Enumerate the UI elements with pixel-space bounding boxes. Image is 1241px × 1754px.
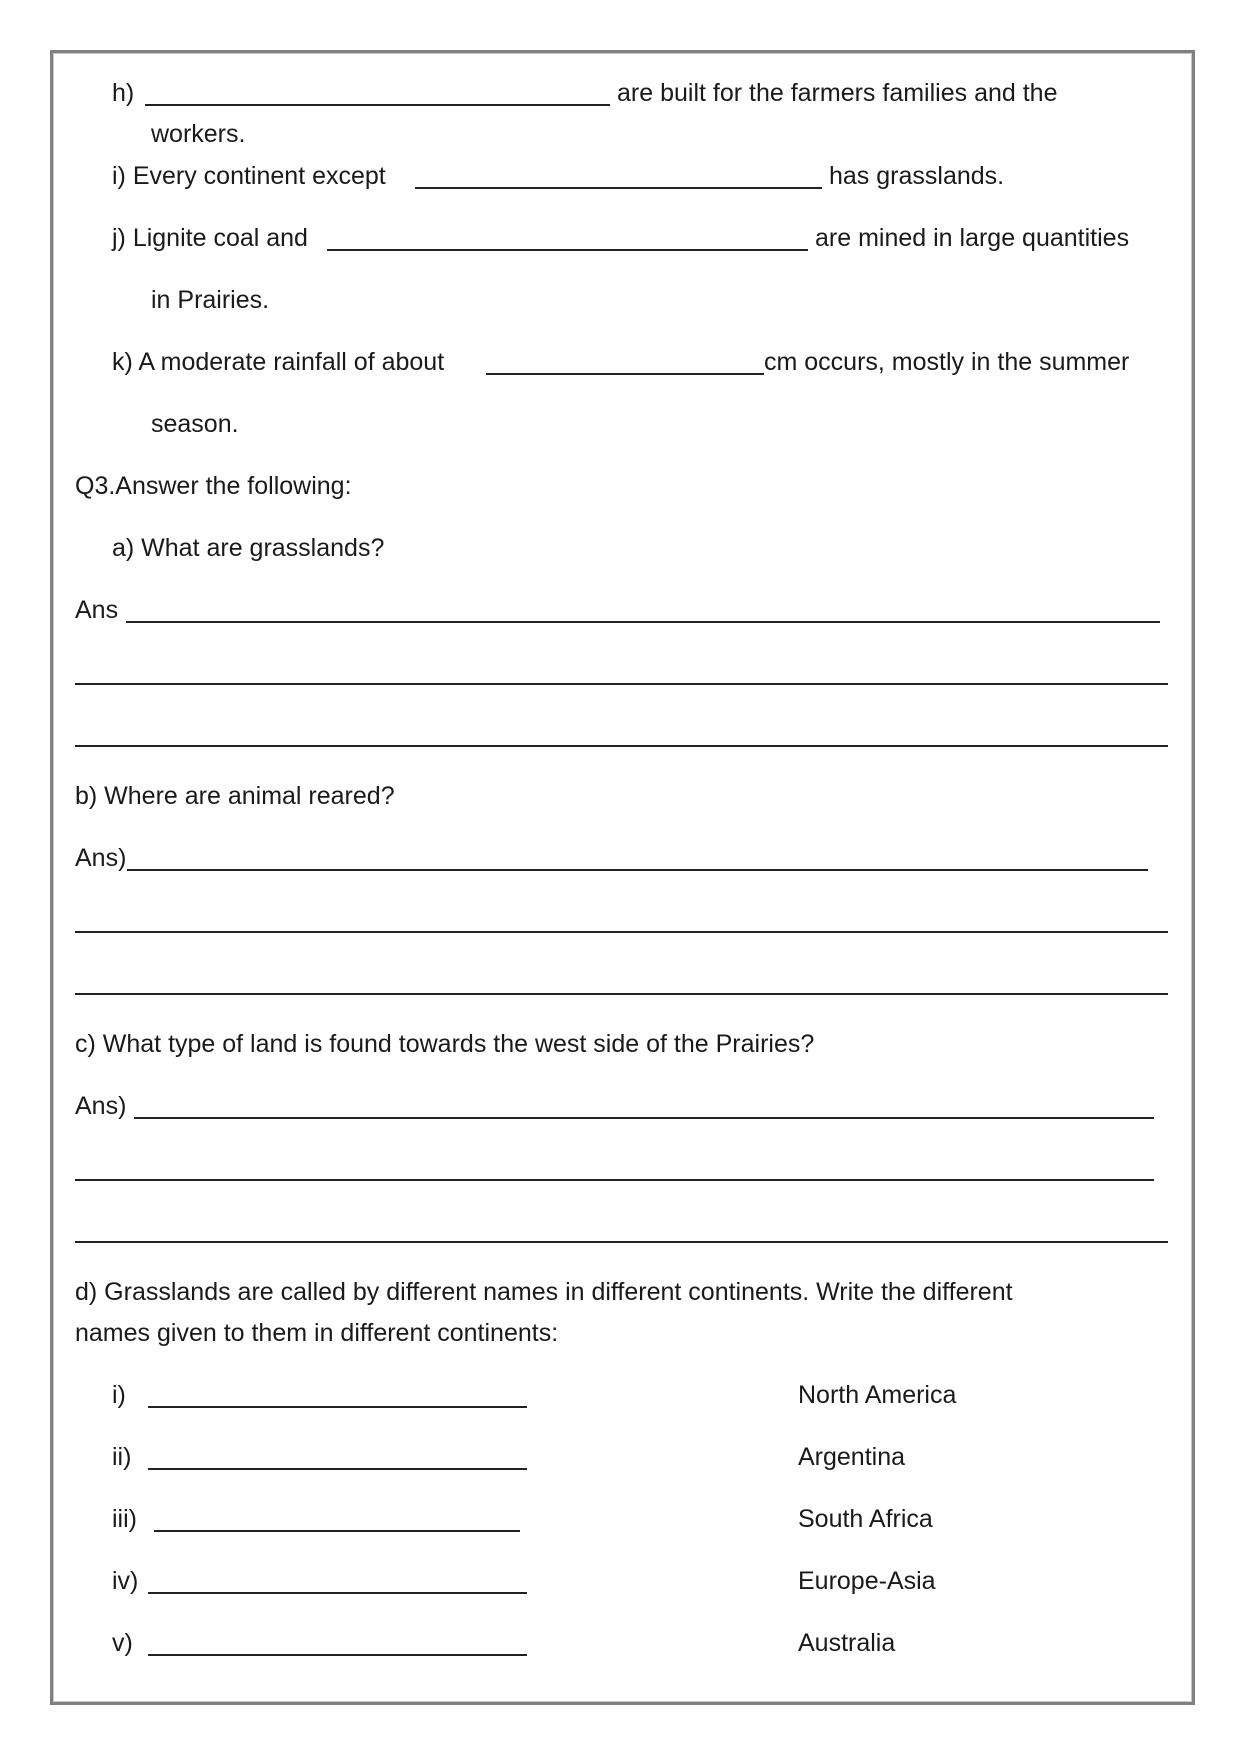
- q2-h-label: h): [112, 79, 135, 107]
- q2-k-blank[interactable]: [486, 373, 764, 375]
- q3-d-item-1-continent: North America: [798, 1381, 957, 1409]
- q2-j-text-after: are mined in large quantities: [815, 224, 1130, 252]
- q3-d-item-3-numeral: iii): [112, 1505, 137, 1533]
- q3-d-question-line-2: names given to them in different continents:: [75, 1319, 559, 1347]
- q3-b-answer-line-1[interactable]: [127, 869, 1148, 871]
- q3-heading: Q3.Answer the following:: [75, 472, 352, 500]
- q3-d-item-4-blank[interactable]: [148, 1592, 527, 1594]
- q3-d-item-2-continent: Argentina: [798, 1443, 906, 1471]
- q3-a-question: a) What are grasslands?: [112, 534, 385, 562]
- q3-a-answer-line-3[interactable]: [75, 745, 1168, 747]
- q3-a-answer-line-1[interactable]: [126, 621, 1160, 623]
- q2-j-text: j) Lignite coal and: [112, 224, 308, 252]
- q3-d-item-5-blank[interactable]: [148, 1654, 527, 1656]
- q3-c-answer-line-2[interactable]: [75, 1179, 1154, 1181]
- q2-i-blank[interactable]: [415, 187, 822, 189]
- q3-b-answer-line-3[interactable]: [75, 993, 1168, 995]
- q3-d-item-3-blank[interactable]: [154, 1530, 520, 1532]
- q2-j-continuation: in Prairies.: [151, 286, 270, 314]
- q3-d-item-1-numeral: i): [112, 1381, 126, 1409]
- q3-d-question-line-1: d) Grasslands are called by different names in different continents. Write the different: [75, 1278, 1013, 1306]
- q3-d-item-2-blank[interactable]: [148, 1468, 527, 1470]
- q2-i-text: i) Every continent except: [112, 162, 386, 190]
- q2-j-blank[interactable]: [327, 249, 808, 251]
- q2-k-continuation: season.: [151, 410, 239, 438]
- q3-d-item-5-numeral: v): [112, 1629, 133, 1657]
- q2-k-text: k) A moderate rainfall of about: [112, 348, 445, 376]
- q3-b-ans-label: Ans): [75, 844, 127, 872]
- q2-i-text-after: has grasslands.: [829, 162, 1005, 190]
- q3-d-item-4-numeral: iv): [112, 1567, 139, 1595]
- q3-b-question: b) Where are animal reared?: [75, 782, 395, 810]
- q3-a-answer-line-2[interactable]: [75, 683, 1168, 685]
- q3-d-item-4-continent: Europe-Asia: [798, 1567, 936, 1595]
- q2-k-text-after: cm occurs, mostly in the summer: [764, 348, 1130, 376]
- q3-d-item-3-continent: South Africa: [798, 1505, 933, 1533]
- q3-c-answer-line-3[interactable]: [75, 1241, 1168, 1243]
- q3-d-item-1-blank[interactable]: [148, 1406, 527, 1408]
- q3-d-item-2-numeral: ii): [112, 1443, 132, 1471]
- q3-c-question: c) What type of land is found towards the west side of the Prairies?: [75, 1030, 815, 1058]
- q3-c-answer-line-1[interactable]: [134, 1117, 1154, 1119]
- q2-h-text: are built for the farmers families and the: [617, 79, 1058, 107]
- q2-h-continuation: workers.: [151, 120, 246, 148]
- q3-d-item-5-continent: Australia: [798, 1629, 896, 1657]
- q3-b-answer-line-2[interactable]: [75, 931, 1168, 933]
- q3-a-ans-label: Ans: [75, 596, 119, 624]
- q3-c-ans-label: Ans): [75, 1092, 127, 1120]
- q2-h-blank[interactable]: [145, 104, 610, 106]
